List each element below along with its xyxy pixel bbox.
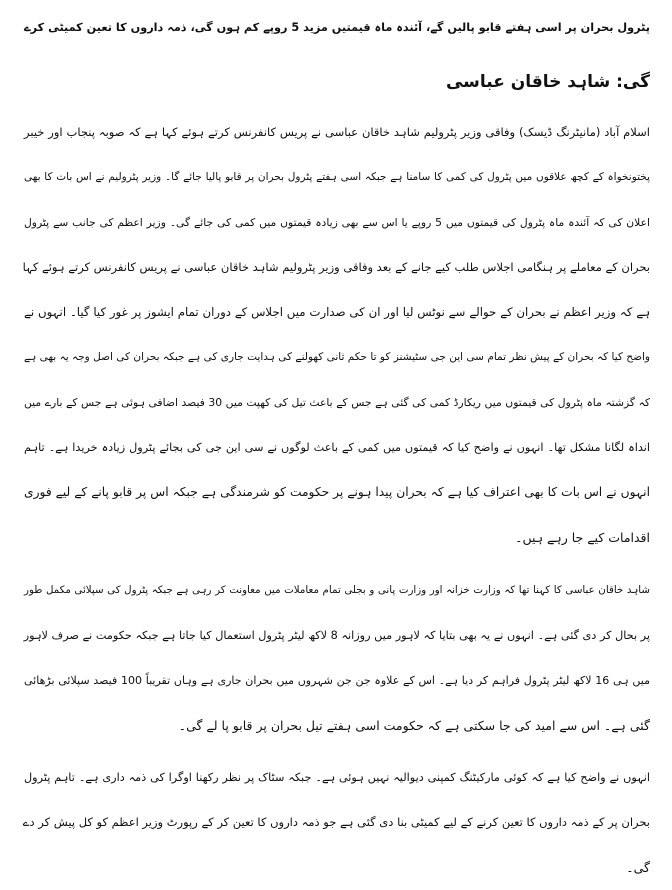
article-paragraph-1 xyxy=(24,110,650,560)
text-line: شاہد خاقان عباسی کا کہنا تھا کہ وزارت خزانہ اور وزارت پانی و بجلی تمام معاملات میں معاونت کر رہی ہے جبکہ پٹرول کی سپلائی مکمل طور xyxy=(24,584,650,596)
text-line: اعلان کی کہ آئندہ ماہ پٹرول کی قیمتوں میں 5 روپے یا اس سے بھی زیادہ قیمتوں میں کمی کی جائے گی۔ وزیر اعظم کی جانب سے پٹرول xyxy=(24,216,650,229)
article-paragraph-3 xyxy=(24,755,650,890)
article-paragraph-2 xyxy=(24,568,650,748)
text-line: انہوں نے واضح کیا ہے کہ کوئی مارکیٹنگ کمپنی دیوالیہ نہیں ہوئی ہے۔ جبکہ سٹاک پر نظر رکھنا اوگرا کی ذمہ داری ہے۔ تاہم پٹرول xyxy=(24,771,650,784)
text-line: انہوں نے اس بات کا بھی اعتراف کیا ہے کہ بحران پیدا ہونے پر حکومت کو شرمندگی ہے جبکہ اس پر قابو پانے کے لیے فوری xyxy=(24,485,650,499)
article xyxy=(24,0,650,890)
text-line: پختونخواہ کے کچھ علاقوں میں پٹرول کی کمی کا سامنا ہے جبکہ اسی ہفتے پٹرول بحران پر قابو پالیا جائے گا۔ وزیر پٹرولیم نے اس بات کا بھی xyxy=(24,171,650,183)
text-line: بحران پر کے ذمہ داروں کا تعین کرنے کے لیے کمیٹی بنا دی گئی ہے جو ذمہ داروں کا تعین کر کے رپورٹ وزیر اعظم کو کل پیش کر دے xyxy=(22,815,650,829)
text-line: بحران کے معاملے پر ہنگامی اجلاس طلب کیے جانے کے بعد وفاقی وزیر پٹرولیم شاہد خاقان عباسی نے پریس کانفرنس کرتے ہوئے کہا xyxy=(22,260,650,274)
article-title xyxy=(24,0,650,110)
title-line: پٹرول بحران پر اسی ہفتے قابو پالیں گے، آئندہ ماہ قیمتیں مزید 5 روپے کم ہوں گی، ذمہ داروں کا تعین کمیٹی کرے xyxy=(24,21,650,34)
text-line: پر بحال کر دی گئی ہے۔ انہوں نے یہ بھی بتایا کہ لاہور میں روزانہ 8 لاکھ لیٹر پٹرول استعمال کیا جاتا ہے جبکہ حکومت نے صرف لاہور xyxy=(23,629,650,642)
text-line: گی۔ xyxy=(626,860,650,875)
text-line: واضح کیا کہ بحران کے پیش نظر تمام سی این جی سٹیشنز کو تا حکم ثانی کھولنے کی ہدایت جاری کی ہے جبکہ بحران کی اصل وجہ یہ بھی ہے xyxy=(24,351,650,363)
text-line: انداہ لگانا مشکل تھا۔ انہوں نے واضح کیا کہ قیمتوں میں کمی کے باعث لوگوں نے سی این جی کی بجائے پٹرول زیادہ خریدا ہے۔ تاہم xyxy=(24,441,650,454)
title-line: گی: شاہد خاقان عباسی xyxy=(445,72,650,92)
text-line: اسلام آباد (مانیٹرنگ ڈیسک) وفاقی وزیر پٹرولیم شاہد خاقان عباسی نے پریس کانفرنس کرتے ہوئے کہا ہے کہ صوبہ پنجاب اور خیبر xyxy=(24,125,650,139)
text-line: اقدامات کیے جا رہے ہیں۔ xyxy=(515,530,650,545)
text-line: ہے کہ وزیر اعظم نے بحران کے حوالے سے نوٹس لیا اور ان کی صدارت میں اجلاس کے دوران تمام ایشوز پر غور کیا گیا۔ انہوں نے xyxy=(24,305,650,319)
text-line: کہ گزشتہ ماہ پٹرول کی قیمتوں میں ریکارڈ کمی کی گئی ہے جس کے باعث تیل کی کھپت میں 30 فیصد اضافی ہوئی ہے جس کے بارے میں xyxy=(24,396,650,409)
text-line: گئی ہے۔ اس سے امید کی جا سکتی ہے کہ حکومت اسی ہفتے تیل بحران پر قابو پا لے گی۔ xyxy=(178,718,650,733)
text-line: میں ہی 16 لاکھ لیٹر پٹرول فراہم کر دیا ہے۔ اس کے علاوہ جن جن شہروں میں بحران جاری ہے وہاں تقریباً 100 فیصد سپلائی بڑھائی xyxy=(24,674,650,687)
